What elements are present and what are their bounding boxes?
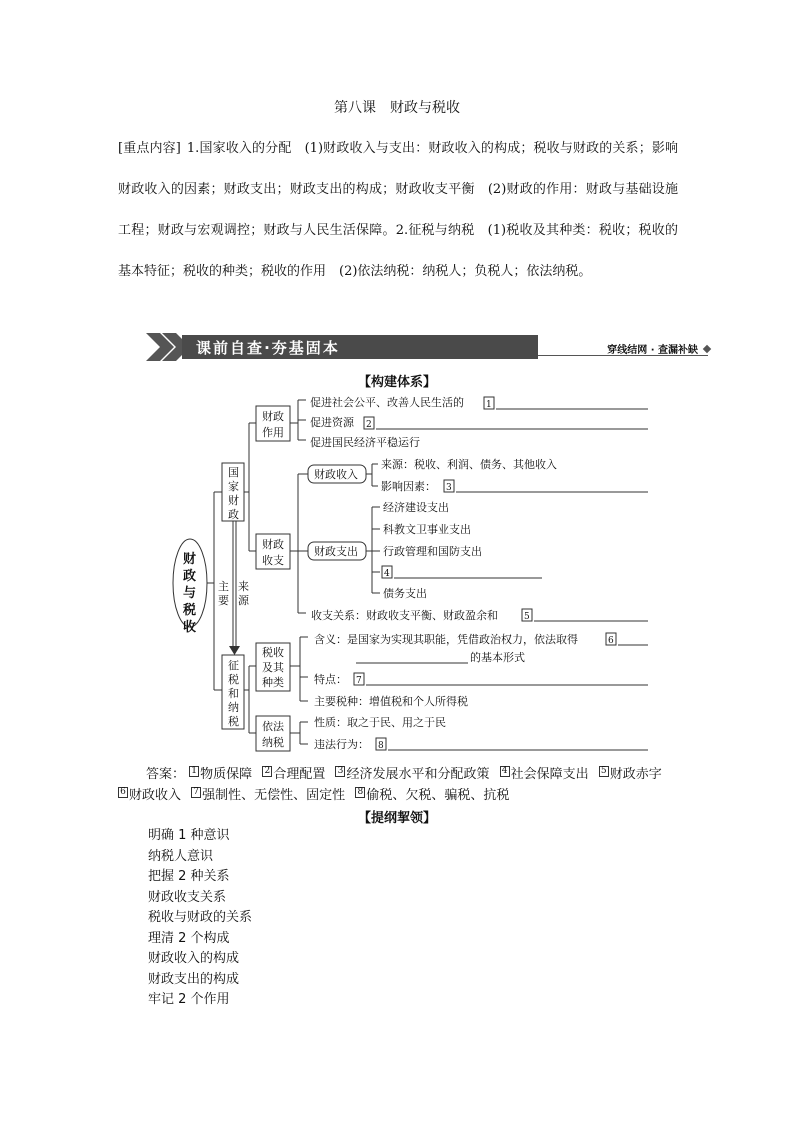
banner-char: · — [264, 339, 272, 357]
item-e2: 特点： — [314, 673, 347, 686]
banner-char: 基 — [288, 339, 306, 357]
root-char: 收 — [183, 620, 197, 635]
answer-item: 7 强制性、无偿性、固定性 — [191, 788, 345, 803]
node-czzy: 财政 — [262, 410, 284, 423]
node-zhengshui: 税 — [228, 673, 239, 686]
outline-item: 纳税人意识 — [148, 848, 214, 864]
blank-number: 4 — [384, 569, 390, 579]
node-guojia: 家 — [228, 480, 239, 493]
label-laiyuan: 源 — [238, 594, 249, 607]
item-c1: 经济建设支出 — [383, 501, 449, 514]
item-e3: 主要税种：增值税和个人所得税 — [314, 695, 468, 708]
label-zhuyao: 要 — [218, 594, 229, 607]
banner-char: 前 — [213, 339, 231, 357]
node-guojia: 政 — [228, 508, 239, 521]
outline-list — [148, 826, 252, 1011]
answer-item: 8 偷税、欠税、骗税、抗税 — [355, 788, 509, 803]
item-a3: 促进国民经济平稳运行 — [310, 436, 420, 449]
node-yfns: 纳税 — [262, 736, 284, 749]
blank-number: 6 — [608, 636, 614, 646]
outline-item: 牢记 2 个作用 — [148, 992, 230, 1007]
item-c2: 科教文卫事业支出 — [383, 523, 471, 536]
blank-number: 3 — [446, 483, 452, 493]
node-zhengshui: 税 — [228, 715, 239, 728]
outline-item: 把握 2 种关系 — [148, 869, 230, 884]
outline-item: 财政收入的构成 — [148, 951, 240, 966]
banner-char: 查 — [247, 339, 265, 357]
item-a1: 促进社会公平、改善人民生活的 — [310, 396, 464, 409]
node-zhengshui: 和 — [228, 687, 239, 700]
blank-number: 8 — [378, 741, 384, 751]
outline-item: 财政支出的构成 — [148, 971, 240, 987]
node-czzy: 作用 — [262, 426, 284, 439]
blank-number: 7 — [356, 676, 362, 686]
answer-item: 5 财政赤字 — [599, 767, 662, 782]
item-c3: 行政管理和国防支出 — [383, 545, 482, 558]
item-e1: 含义：是国家为实现其职能，凭借政治权力，依法取得 — [314, 633, 578, 646]
answers-label: 答案： — [146, 767, 186, 782]
outline-item: 理清 2 个构成 — [148, 930, 230, 946]
root-char: 政 — [183, 569, 197, 584]
answer-item: 2 合理配置 — [262, 767, 325, 782]
answer-item: 3 经济发展水平和分配政策 — [335, 767, 489, 782]
node-czsr: 财政收入 — [314, 468, 358, 481]
banner-subtitle: 穿线结网 · 查漏补缺 — [607, 345, 698, 356]
blank-number: 5 — [524, 612, 530, 622]
node-guojia: 财 — [228, 494, 239, 507]
key-content-tag: [重点内容] — [118, 141, 181, 156]
item-a2: 促进资源 — [310, 416, 354, 429]
label-laiyuan: 来 — [238, 580, 249, 593]
outline-item: 明确 1 种意识 — [148, 828, 230, 843]
banner-char: 夯 — [271, 339, 289, 357]
item-e1b: 的基本形式 — [470, 651, 525, 664]
page-title: 第八课 财政与税收 — [334, 100, 460, 116]
item-b1: 来源：税收、利润、债务、其他收入 — [381, 458, 557, 471]
item-f2: 违法行为： — [314, 738, 369, 751]
node-zhengshui: 纳 — [228, 701, 239, 714]
banner-char: 课 — [196, 339, 214, 357]
node-guojia: 国 — [228, 466, 239, 479]
node-czzc: 财政支出 — [314, 545, 358, 558]
outline-item: 财政收支关系 — [148, 889, 227, 905]
answers-block — [118, 764, 678, 806]
banner-char: 本 — [322, 339, 340, 357]
node-sszl: 种类 — [262, 676, 284, 689]
banner-char: 自 — [230, 339, 248, 357]
answer-item: 4 社会保障支出 — [500, 767, 589, 782]
section-heading-build-system: 【构建体系】 — [357, 375, 436, 390]
root-char: 税 — [183, 603, 197, 618]
label-zhuyao: 主 — [218, 580, 229, 593]
root-char: 与 — [183, 586, 197, 601]
outline-item: 税收与财政的关系 — [148, 910, 253, 925]
section-heading-outline: 【提纲挈领】 — [357, 811, 436, 826]
node-sszl: 及其 — [262, 661, 284, 674]
node-czsz: 收支 — [262, 554, 284, 567]
item-b2: 影响因素： — [381, 480, 436, 493]
node-yfns: 依法 — [262, 720, 284, 733]
key-content-text: 1.国家收入的分配 (1)财政收入与支出：财政收入的构成；税收与财政的关系；影响财政收入的因素；财政支出；财政支出的构成；财政收支平衡 (2)财政的作用：财政与基础设施工程；财政与宏观调控；财政与人民生活保障。2.征税与纳税 (1)税收及其种类：税收；税收的基本特征；税收的种类；税收的作用 (2)依法纳税：纳税人；负税人；依法纳税。 — [118, 141, 678, 279]
node-sszl: 税收 — [262, 646, 284, 659]
item-f1: 性质：取之于民、用之于民 — [314, 716, 446, 729]
answer-item: 6 财政收入 — [118, 788, 181, 803]
blank-number: 1 — [486, 400, 492, 410]
blank-number: 2 — [366, 420, 372, 430]
node-czsz: 财政 — [262, 538, 284, 551]
item-d1: 收支关系：财政收支平衡、财政盈余和 — [311, 609, 498, 622]
answer-item: 1 物质保障 — [189, 767, 252, 782]
node-zhengshui: 征 — [228, 659, 239, 672]
root-char: 财 — [183, 552, 197, 567]
banner-char: 固 — [305, 339, 323, 357]
item-c5: 债务支出 — [383, 587, 427, 600]
